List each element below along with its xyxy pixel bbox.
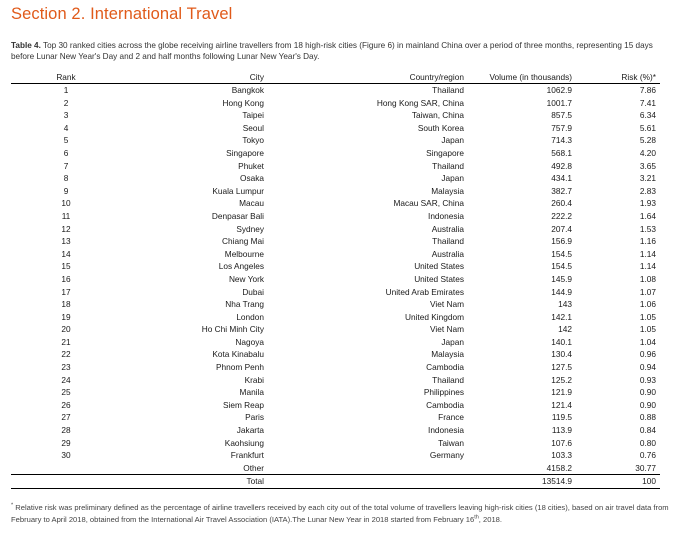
cell-country: Indonesia xyxy=(428,425,464,436)
cell-city: Osaka xyxy=(240,173,264,184)
cell-rank: 5 xyxy=(63,135,69,146)
cell-risk: 1.06 xyxy=(639,299,656,310)
cell-risk: 1.07 xyxy=(639,286,656,297)
cell-country: Thailand xyxy=(432,160,464,171)
footnote xyxy=(11,502,679,525)
cell-country: Japan xyxy=(441,173,464,184)
cell-city: Nha Trang xyxy=(225,299,264,310)
cell-volume: 119.5 xyxy=(551,412,572,423)
cell-country: Thailand xyxy=(432,236,464,247)
cell-rank: 24 xyxy=(61,374,71,385)
cell-risk: 1.05 xyxy=(639,324,656,335)
cell-volume: 154.5 xyxy=(551,248,572,259)
cell-risk: 1.16 xyxy=(639,236,656,247)
cell-city: Manila xyxy=(239,387,264,398)
header-rank: Rank xyxy=(11,72,121,84)
table-row xyxy=(11,374,660,387)
cell-country: Taiwan, China xyxy=(411,110,464,121)
cell-volume: 121.9 xyxy=(551,387,572,398)
table-row xyxy=(11,336,660,349)
cities-table xyxy=(11,72,660,489)
total-volume: 13514.9 xyxy=(466,475,574,489)
cell-country: Germany xyxy=(429,450,464,461)
cell-rank: 30 xyxy=(61,450,71,461)
cell-country: United Arab Emirates xyxy=(385,286,464,297)
cell-volume: 1001.7 xyxy=(546,97,572,108)
cell-city: Kuala Lumpur xyxy=(212,185,264,196)
cell-rank: 11 xyxy=(61,210,71,221)
cell-country: Cambodia xyxy=(426,362,464,373)
cell-city: Seoul xyxy=(242,122,264,133)
cell-city: Macau xyxy=(239,198,264,209)
cell-city: Denpasar Bali xyxy=(211,210,264,221)
cell-city: Tokyo xyxy=(242,135,264,146)
table-row xyxy=(11,323,660,336)
cell-risk: 3.21 xyxy=(639,173,656,184)
cell-country: Viet Nam xyxy=(430,324,464,335)
table-row xyxy=(11,424,660,437)
table-header-row xyxy=(11,72,660,84)
table-row xyxy=(11,248,660,261)
cell-rank: 19 xyxy=(61,311,71,322)
table-row xyxy=(11,147,660,160)
cell-rank: 16 xyxy=(61,273,71,284)
cell-volume: 260.4 xyxy=(551,198,572,209)
table-row xyxy=(11,197,660,210)
cell-rank: 20 xyxy=(61,324,71,335)
total-label: Total xyxy=(121,475,266,489)
cell-country: Viet Nam xyxy=(430,299,464,310)
cell-city: Nagoya xyxy=(235,336,264,347)
cell-city: Kaohsiung xyxy=(224,437,264,448)
cell-country: Japan xyxy=(441,336,464,347)
cell-country: Singapore xyxy=(426,147,464,158)
total-country-cell xyxy=(266,475,466,489)
cell-city: New York xyxy=(228,273,264,284)
cell-rank: 3 xyxy=(63,110,69,121)
caption-text: Top 30 ranked cities across the globe receiving airline travellers from 18 high-risk cities (Figure 6) in mainland China over a period of three months, representing 15 days before Lunar New Year's Day and 2 and half months following Lunar New Year's Day. xyxy=(11,41,653,61)
cell-rank: 18 xyxy=(61,299,71,310)
cell-city: Dubai xyxy=(242,286,264,297)
cell-rank: 26 xyxy=(61,399,71,410)
cell-volume: 207.4 xyxy=(551,223,572,234)
cell-rank: 27 xyxy=(61,412,71,423)
cell-risk: 3.65 xyxy=(639,160,656,171)
cell-city: Phuket xyxy=(238,160,264,171)
cell-volume: 143 xyxy=(558,299,572,310)
footnote-text: Relative risk was preliminary defined as the percentage of airline travellers received by each city out of the total volume of travellers leaving high-risk cities (18 cities), based on air travel data from February to April 2018, obtained from the International Air Travel Association (IATA).The Lunar New Year in 2018 started from February 16 xyxy=(11,503,669,524)
other-volume: 4158.2 xyxy=(546,462,572,473)
cell-volume: 434.1 xyxy=(551,173,572,184)
cell-country: Thailand xyxy=(432,85,464,95)
cell-rank: 22 xyxy=(61,349,71,360)
cell-volume: 107.6 xyxy=(551,437,572,448)
cell-volume: 127.5 xyxy=(551,362,572,373)
cell-rank: 23 xyxy=(61,362,71,373)
table-row xyxy=(11,223,660,236)
cell-risk: 1.64 xyxy=(639,210,656,221)
cell-volume: 154.5 xyxy=(551,261,572,272)
cell-city: Phnom Penh xyxy=(216,362,264,373)
cell-country: Malaysia xyxy=(431,185,464,196)
cell-volume: 125.2 xyxy=(551,374,572,385)
other-row xyxy=(11,462,660,475)
table-row xyxy=(11,160,660,173)
cell-risk: 0.84 xyxy=(639,425,656,436)
cell-city: Frankfurt xyxy=(230,450,264,461)
cell-rank: 28 xyxy=(61,425,71,436)
cell-city: Singapore xyxy=(226,147,264,158)
cell-rank: 1 xyxy=(63,85,69,95)
footnote-text-end: , 2018. xyxy=(478,514,503,524)
cell-rank: 10 xyxy=(61,198,71,209)
table-row xyxy=(11,311,660,324)
cell-rank: 8 xyxy=(63,173,69,184)
cell-country: Philippines xyxy=(423,387,464,398)
cell-rank: 25 xyxy=(61,387,71,398)
cell-risk: 0.96 xyxy=(639,349,656,360)
cell-volume: 757.9 xyxy=(551,122,572,133)
cell-city: Kota Kinabalu xyxy=(212,349,264,360)
other-risk: 30.77 xyxy=(635,462,656,473)
total-risk: 100 xyxy=(574,475,660,489)
cell-risk: 1.05 xyxy=(639,311,656,322)
cell-risk: 0.93 xyxy=(639,374,656,385)
cell-risk: 0.80 xyxy=(639,437,656,448)
table-row xyxy=(11,399,660,412)
cell-city: Siem Reap xyxy=(222,399,264,410)
cell-city: Hong Kong xyxy=(222,97,264,108)
table-row xyxy=(11,235,660,248)
header-country: Country/region xyxy=(266,72,466,84)
cell-city: Taipei xyxy=(242,110,264,121)
table-row xyxy=(11,298,660,311)
cell-country: Hong Kong SAR, China xyxy=(376,97,464,108)
cell-rank: 29 xyxy=(61,437,71,448)
table-body xyxy=(11,84,660,462)
cell-volume: 140.1 xyxy=(551,336,572,347)
cell-city: Chiang Mai xyxy=(222,236,264,247)
table-row xyxy=(11,185,660,198)
cell-rank: 9 xyxy=(63,185,69,196)
cell-volume: 222.2 xyxy=(551,210,572,221)
cell-country: Australia xyxy=(431,223,464,234)
cell-country: Thailand xyxy=(432,374,464,385)
cell-volume: 142 xyxy=(558,324,572,335)
cell-country: Japan xyxy=(441,135,464,146)
table-row xyxy=(11,449,660,462)
cell-risk: 1.14 xyxy=(639,248,656,259)
cell-volume: 113.9 xyxy=(551,425,572,436)
cell-risk: 6.34 xyxy=(639,110,656,121)
cell-city: Krabi xyxy=(244,374,264,385)
cell-volume: 103.3 xyxy=(551,450,572,461)
cell-risk: 1.04 xyxy=(639,336,656,347)
cell-city: Bangkok xyxy=(231,85,264,95)
cell-risk: 1.53 xyxy=(639,223,656,234)
cell-volume: 142.1 xyxy=(551,311,572,322)
cell-risk: 4.20 xyxy=(639,147,656,158)
cell-country: Taiwan xyxy=(438,437,464,448)
table-row xyxy=(11,286,660,299)
cell-rank: 2 xyxy=(63,97,69,108)
cell-risk: 7.41 xyxy=(639,97,656,108)
cell-volume: 382.7 xyxy=(551,185,572,196)
cell-risk: 1.08 xyxy=(639,273,656,284)
cell-city: Paris xyxy=(245,412,264,423)
table-row xyxy=(11,172,660,185)
cell-country: Malaysia xyxy=(431,349,464,360)
cell-city: Ho Chi Minh City xyxy=(201,324,264,335)
cell-risk: 5.28 xyxy=(639,135,656,146)
cell-risk: 2.83 xyxy=(639,185,656,196)
footnote-marker: * xyxy=(11,502,14,509)
table-row xyxy=(11,361,660,374)
total-row xyxy=(11,475,660,489)
total-rank-cell xyxy=(11,475,121,489)
cell-country: United States xyxy=(414,261,464,272)
cell-country: Macau SAR, China xyxy=(393,198,464,209)
cell-risk: 1.14 xyxy=(639,261,656,272)
table-row xyxy=(11,122,660,135)
cell-country: South Korea xyxy=(417,122,464,133)
table-row xyxy=(11,134,660,147)
caption-label: Table 4. xyxy=(11,41,41,50)
cell-country: Cambodia xyxy=(426,399,464,410)
cell-city: London xyxy=(236,311,264,322)
cell-risk: 7.86 xyxy=(639,85,656,95)
cell-volume: 144.9 xyxy=(551,286,572,297)
cell-volume: 1062.9 xyxy=(546,85,572,95)
table-row xyxy=(11,260,660,273)
cell-rank: 12 xyxy=(61,223,71,234)
cell-risk: 0.88 xyxy=(639,412,656,423)
section-title: Section 2. International Travel xyxy=(11,5,233,23)
header-risk: Risk (%)* xyxy=(574,72,660,84)
header-city: City xyxy=(121,72,266,84)
cell-volume: 568.1 xyxy=(551,147,572,158)
table-row xyxy=(11,210,660,223)
header-volume: Volume (in thousands) xyxy=(466,72,574,84)
other-label: Other xyxy=(243,462,264,473)
cell-rank: 4 xyxy=(63,122,69,133)
table-caption xyxy=(11,40,676,62)
table-row xyxy=(11,411,660,424)
cell-country: United States xyxy=(414,273,464,284)
cell-rank: 6 xyxy=(63,147,69,158)
cell-city: Sydney xyxy=(236,223,264,234)
cell-volume: 145.9 xyxy=(551,273,572,284)
cell-risk: 5.61 xyxy=(639,122,656,133)
table-row xyxy=(11,109,660,122)
cell-volume: 857.5 xyxy=(551,110,572,121)
cell-volume: 121.4 xyxy=(551,399,572,410)
table-row xyxy=(11,97,660,110)
cell-risk: 1.93 xyxy=(639,198,656,209)
cell-rank: 7 xyxy=(63,160,69,171)
table-row xyxy=(11,348,660,361)
cell-volume: 130.4 xyxy=(551,349,572,360)
cell-risk: 0.76 xyxy=(639,450,656,461)
table-row xyxy=(11,386,660,399)
cell-rank: 21 xyxy=(61,336,71,347)
footnote-superscript: th xyxy=(474,513,479,520)
cell-risk: 0.90 xyxy=(639,387,656,398)
cell-city: Jakarta xyxy=(236,425,264,436)
cell-city: Los Angeles xyxy=(218,261,264,272)
cell-risk: 0.90 xyxy=(639,399,656,410)
cell-country: France xyxy=(438,412,464,423)
cell-volume: 714.3 xyxy=(551,135,572,146)
cell-rank: 13 xyxy=(61,236,71,247)
other-country-cell xyxy=(266,462,466,475)
cell-rank: 15 xyxy=(61,261,71,272)
cell-country: Australia xyxy=(431,248,464,259)
cell-rank: 17 xyxy=(61,286,71,297)
cell-country: Indonesia xyxy=(428,210,464,221)
table-row xyxy=(11,273,660,286)
cell-city: Melbourne xyxy=(224,248,264,259)
cell-volume: 156.9 xyxy=(551,236,572,247)
cell-risk: 0.94 xyxy=(639,362,656,373)
cell-rank: 14 xyxy=(61,248,71,259)
table-row xyxy=(11,84,660,97)
table-row xyxy=(11,437,660,450)
cell-country: United Kingdom xyxy=(404,311,464,322)
cell-volume: 492.8 xyxy=(551,160,572,171)
other-rank-cell xyxy=(11,462,121,475)
